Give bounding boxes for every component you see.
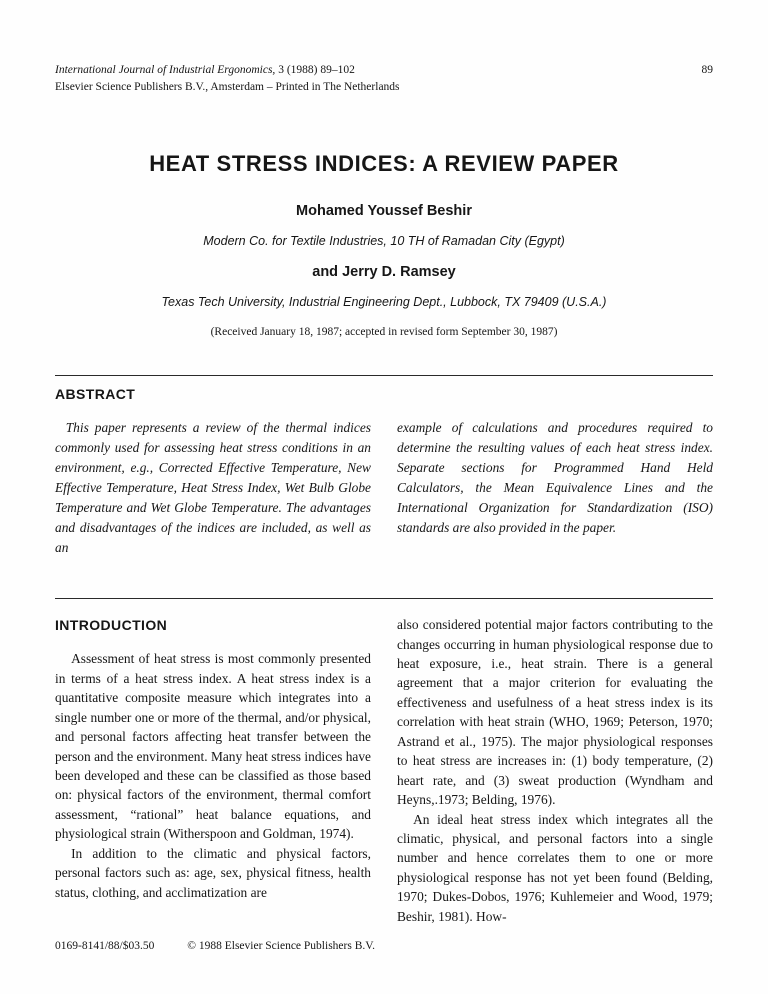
- journal-name: International Journal of Industrial Ergonomics,: [55, 64, 276, 76]
- paragraph: Assessment of heat stress is most commonly presented in terms of a heat stress index. A heat stress index is a quantitative composite measure which integrates into a single number one or more of the thermal, and/or physical, and personal factors affecting heat transfer between the person and the environment. Many heat stress indices have been developed and these can be classified as those based on: physical factors of the environment, thermal comfort assessment, “rational” heat balance equations, and physiological strain (Witherspoon and Goldman, 1974).: [55, 651, 371, 842]
- journal-header: [55, 62, 713, 95]
- paragraph: In addition to the climatic and physical factors, personal factors such as: age, sex, physical fitness, health status, clothing, and acclimatization are: [55, 845, 371, 900]
- footer-issn: 0169-8141/88/$03.50: [55, 940, 155, 952]
- paragraph: also considered potential major factors contributing to the changes occurring in human physiological response due to heat exposure, i.e., heat strain. There is a general agreement that a major criterion for evaluating the effectiveness and usefulness of a heat stress index is its correlation with heat strain (WHO, 1969; Peterson, 1970; Astrand et al., 1975). The major physiological responses to heat stress are increases in: (1) body temperature, (2) heart rate, and (3) sweat production (Wyndham and Heyns,.1973; Belding, 1976).: [397, 617, 713, 808]
- journal-issue-pages: 3 (1988) 89–102: [275, 64, 355, 76]
- introduction-columns: [55, 615, 713, 926]
- footer-copyright: © 1988 Elsevier Science Publishers B.V.: [187, 940, 375, 952]
- introduction-top-rule: [55, 598, 713, 599]
- abstract-column-right: [397, 418, 713, 558]
- abstract-columns: [55, 418, 713, 558]
- abstract-column-left: [55, 418, 371, 558]
- author-name-2: and Jerry D. Ramsey: [312, 264, 456, 281]
- author-affiliation-2: Texas Tech University, Industrial Engineering Dept., Lubbock, TX 79409 (U.S.A.): [161, 295, 607, 310]
- abstract-heading: ABSTRACT: [55, 386, 136, 403]
- abstract-top-rule: [55, 375, 713, 376]
- paper-title: HEAT STRESS INDICES: A REVIEW PAPER: [149, 151, 619, 177]
- introduction-column-right: [397, 615, 713, 926]
- footer: [55, 940, 375, 952]
- author-name-1: Mohamed Youssef Beshir: [296, 203, 472, 220]
- publisher-line: Elsevier Science Publishers B.V., Amsterdam – Printed in The Netherlands: [55, 80, 400, 93]
- author-affiliation-1: Modern Co. for Textile Industries, 10 TH of Ramadan City (Egypt): [203, 234, 565, 249]
- journal-citation: [55, 62, 355, 79]
- introduction-column-left: [55, 615, 371, 926]
- page-number: 89: [701, 64, 713, 76]
- paragraph: An ideal heat stress index which integrates all the climatic, physical, and personal factors into a single number and hence correlates them to one or more physiological response has not yet been found (Belding, 1970; Dukes-Dobos, 1976; Kuhlemeier and Wood, 1979; Beshir, 1981). How-: [397, 811, 713, 924]
- abstract-paragraph: This paper represents a review of the thermal indices commonly used for assessing heat stress conditions in an environment, e.g., Corrected Effective Temperature, New Effective Temperature, Heat Stress Index, Wet Bulb Globe Temperature and Wet Globe Temperature. The advantages and disadvantages of the indices are included, as well as an: [55, 420, 371, 556]
- received-note: (Received January 18, 1987; accepted in revised form September 30, 1987): [210, 326, 558, 339]
- journal-header-row: [55, 62, 713, 79]
- introduction-heading: INTRODUCTION: [55, 617, 168, 634]
- abstract-paragraph: example of calculations and procedures required to determine the resulting values of each heat stress index. Separate sections for Programmed Hand Held Calculators, the Mean Equivalence Lines and the International Organization for Standardization (ISO) standards are also provided in the paper.: [397, 420, 713, 536]
